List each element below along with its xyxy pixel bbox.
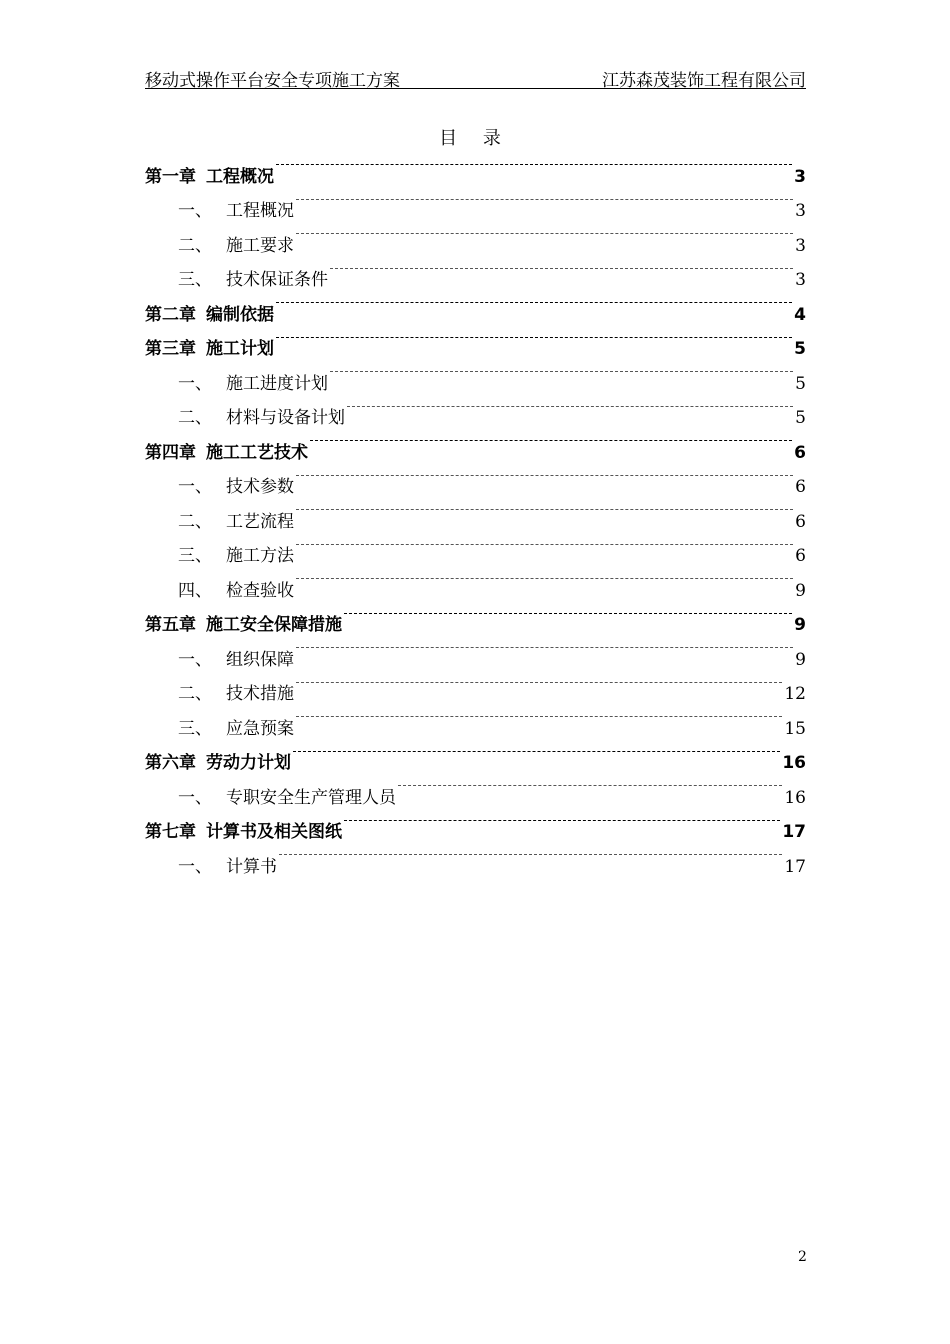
toc-entry-title: 施工要求 xyxy=(226,235,294,256)
toc-entry-page: 3 xyxy=(795,235,806,256)
toc-entry-number: 二、 xyxy=(178,684,212,704)
toc-entry-page: 4 xyxy=(794,304,806,325)
toc-entry-number: 二、 xyxy=(178,235,212,256)
toc-leader-dashes xyxy=(344,596,792,631)
table-of-contents xyxy=(145,147,806,877)
toc-chapter-entry[interactable] xyxy=(145,147,806,187)
toc-leader-dashes xyxy=(293,734,780,769)
toc-entry-page: 9 xyxy=(795,649,806,670)
toc-entry-title: 计算书 xyxy=(226,856,277,877)
toc-entry-title: 施工计划 xyxy=(206,339,274,359)
toc-entry-title: 工程概况 xyxy=(206,166,274,187)
page-number: 2 xyxy=(798,1249,807,1265)
toc-entry-number: 二、 xyxy=(178,408,212,428)
toc-entry-title: 工程概况 xyxy=(226,201,294,221)
toc-title: 目 录 xyxy=(439,128,511,149)
toc-leader-dashes xyxy=(398,768,782,803)
toc-entry-page: 6 xyxy=(795,511,806,532)
toc-leader-dashes xyxy=(296,458,793,493)
toc-entry-page: 17 xyxy=(784,856,806,877)
toc-entry-title: 专职安全生产管理人员 xyxy=(226,787,396,808)
toc-leader-dashes xyxy=(276,320,792,355)
toc-entry-title: 施工进度计划 xyxy=(226,373,328,394)
toc-entry-number: 一、 xyxy=(178,787,212,808)
toc-entry-page: 9 xyxy=(794,615,806,635)
toc-entry-number: 第五章 xyxy=(145,615,196,635)
toc-entry-page: 3 xyxy=(794,166,806,187)
toc-entry-page: 15 xyxy=(784,718,806,739)
toc-leader-dashes xyxy=(296,527,793,562)
toc-entry-title: 施工方法 xyxy=(226,546,294,566)
toc-entry-number: 一、 xyxy=(178,201,212,221)
toc-entry-number: 第三章 xyxy=(145,339,196,359)
toc-leader-dashes xyxy=(296,699,782,734)
toc-entry-title: 劳动力计划 xyxy=(206,753,291,773)
toc-entry-number: 三、 xyxy=(178,718,212,739)
toc-leader-dashes xyxy=(344,803,780,838)
toc-entry-page: 3 xyxy=(795,201,806,221)
toc-entry-page: 9 xyxy=(795,580,806,601)
toc-leader-dashes xyxy=(296,492,793,527)
toc-entry-page: 6 xyxy=(795,546,806,566)
toc-leader-dashes xyxy=(276,285,792,320)
toc-entry-number: 四、 xyxy=(178,580,212,601)
toc-entry-number: 一、 xyxy=(178,856,212,877)
toc-leader-dashes xyxy=(296,216,793,251)
toc-entry-number: 一、 xyxy=(178,649,212,670)
toc-entry-page: 17 xyxy=(782,822,806,842)
toc-leader-dashes xyxy=(347,389,793,424)
toc-leader-dashes xyxy=(330,251,793,286)
toc-leader-dashes xyxy=(296,630,793,665)
header-company-name: 江苏森茂装饰工程有限公司 xyxy=(602,71,806,91)
toc-entry-title: 技术保证条件 xyxy=(226,270,328,290)
toc-entry-title: 技术措施 xyxy=(226,684,294,704)
toc-entry-page: 16 xyxy=(784,787,806,808)
toc-entry-number: 第七章 xyxy=(145,822,196,842)
toc-entry-title: 施工安全保障措施 xyxy=(206,615,342,635)
toc-entry-title: 技术参数 xyxy=(226,477,294,497)
toc-entry-page: 5 xyxy=(795,373,806,394)
toc-entry-number: 第二章 xyxy=(145,304,196,325)
toc-entry-page: 5 xyxy=(794,339,806,359)
toc-leader-dashes xyxy=(296,665,782,700)
toc-entry-number: 三、 xyxy=(178,270,212,290)
toc-leader-dashes xyxy=(296,561,793,596)
toc-entry-page: 5 xyxy=(795,408,806,428)
toc-entry-page: 12 xyxy=(784,684,806,704)
toc-entry-title: 工艺流程 xyxy=(226,511,294,532)
toc-entry-page: 3 xyxy=(795,270,806,290)
toc-entry-title: 编制依据 xyxy=(206,304,274,325)
header-document-title: 移动式操作平台安全专项施工方案 xyxy=(145,71,400,91)
toc-entry-title: 组织保障 xyxy=(226,649,294,670)
toc-entry-title: 应急预案 xyxy=(226,718,294,739)
toc-entry-number: 二、 xyxy=(178,511,212,532)
toc-entry-page: 6 xyxy=(795,477,806,497)
toc-entry-number: 一、 xyxy=(178,477,212,497)
toc-entry-number: 第四章 xyxy=(145,442,196,463)
toc-entry-number: 第六章 xyxy=(145,753,196,773)
toc-leader-dashes xyxy=(296,182,793,217)
toc-entry-number: 第一章 xyxy=(145,166,196,187)
toc-leader-dashes xyxy=(330,354,793,389)
toc-entry-title: 计算书及相关图纸 xyxy=(206,822,342,842)
toc-entry-page: 16 xyxy=(782,753,806,773)
toc-leader-dashes xyxy=(310,423,792,458)
toc-entry-number: 三、 xyxy=(178,546,212,566)
toc-entry-title: 材料与设备计划 xyxy=(226,408,345,428)
toc-leader-dashes xyxy=(276,147,792,182)
toc-leader-dashes xyxy=(279,837,782,872)
toc-entry-number: 一、 xyxy=(178,373,212,394)
toc-entry-page: 6 xyxy=(794,442,806,463)
page-header xyxy=(145,62,806,89)
toc-entry-title: 施工工艺技术 xyxy=(206,442,308,463)
toc-entry-title: 检查验收 xyxy=(226,580,294,601)
